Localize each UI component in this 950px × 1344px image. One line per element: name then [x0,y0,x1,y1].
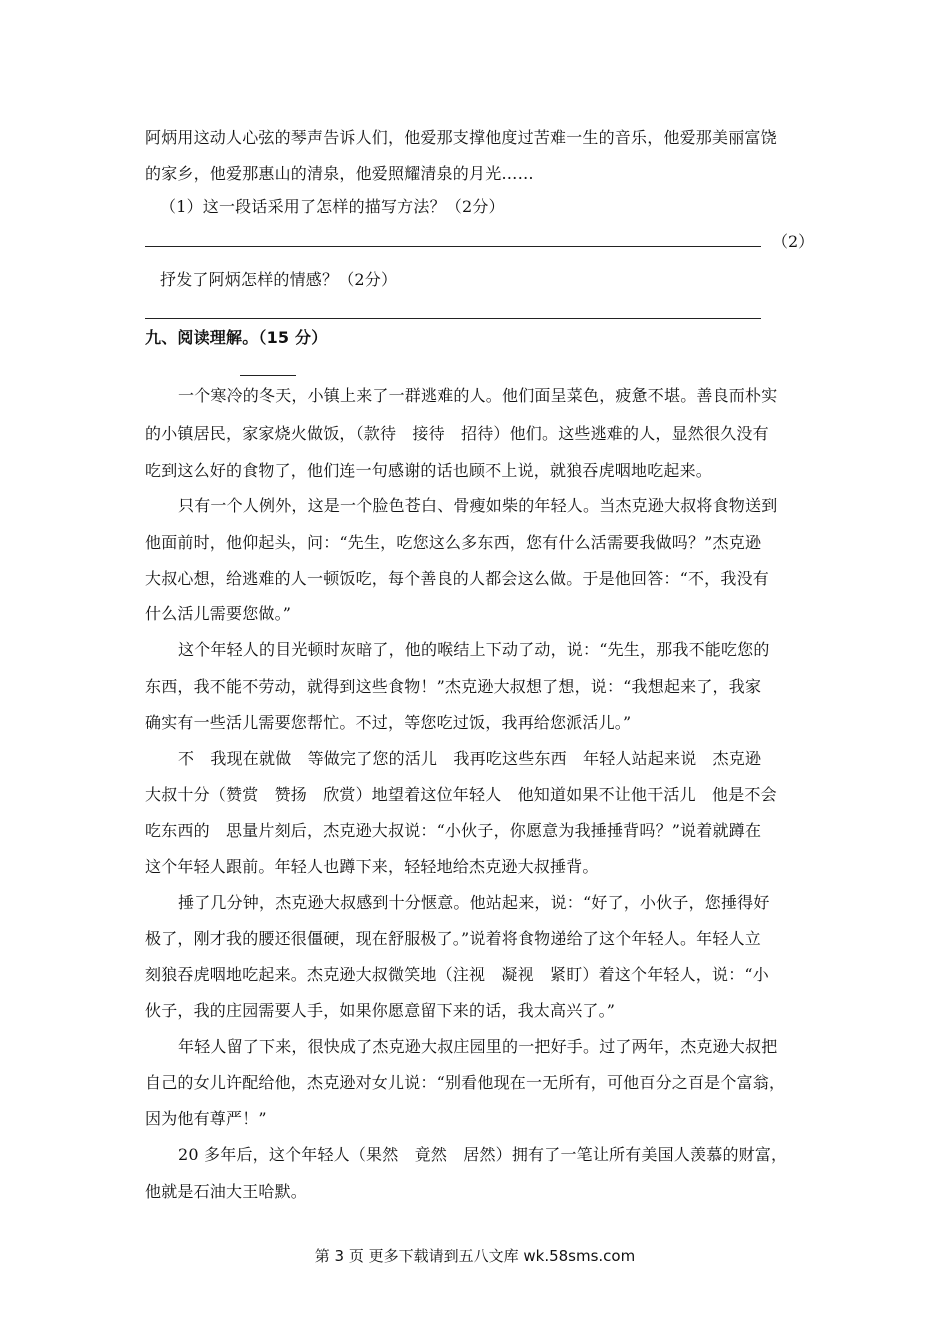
passage-line: 的小镇居民，家家烧火做饭，（款待 接待 招待）他们。这些逃难的人，显然很久没有 [145,424,769,443]
passage-line: 大叔心想，给逃难的人一顿饭吃，每个善良的人都会这么做。于是他回答：“不，我没有 [145,569,769,588]
passage-line: 吃东西的 思量片刻后，杰克逊大叔说：“小伙子，你愿意为我捶捶背吗？”说着就蹲在 [145,821,762,840]
answer-line-2 [145,318,761,319]
intro-line-2: 的家乡，他爱那惠山的清泉，他爱照耀清泉的月光…… [145,164,534,183]
passage-line: 确实有一些活儿需要您帮忙。不过，等您吃过饭，我再给您派活儿。” [145,713,632,732]
passage-line: 东西，我不能不劳动，就得到这些食物！”杰克逊大叔想了想，说：“我想起来了，我家 [145,677,762,696]
passage-line: 只有一个人例外，这是一个脸色苍白、骨瘦如柴的年轻人。当杰克逊大叔将食物送到 [178,496,778,515]
passage-line: 20 多年后，这个年轻人（果然 竟然 居然）拥有了一笔让所有美国人羡慕的财富， [178,1145,788,1164]
passage-line: 这个年轻人的目光顿时灰暗了，他的喉结上下动了动，说：“先生，那我不能吃您的 [178,640,770,659]
passage-line: 这个年轻人跟前。年轻人也蹲下来，轻轻地给杰克逊大叔捶背。 [145,857,599,876]
question-2: 抒发了阿炳怎样的情感？（2分） [160,270,398,289]
passage-line: 不 我现在就做 等做完了您的活儿 我再吃这些东西 年轻人站起来说 杰克逊 [178,749,762,768]
section-heading: 九、阅读理解。（15 分） [145,328,328,347]
question-2-number: （2） [772,232,815,251]
passage-line: 极了，刚才我的腰还很僵硬，现在舒服极了。”说着将食物递给了这个年轻人。年轻人立 [145,929,761,948]
intro-line-1: 阿炳用这动人心弦的琴声告诉人们，他爱那支撑他度过苦难一生的音乐，他爱那美丽富饶 [145,128,777,147]
passage-line: 吃到这么好的食物了，他们连一句感谢的话也顾不上说，就狼吞虎咽地吃起来。 [145,461,713,480]
passage-line: 刻狼吞虎咽地吃起来。杰克逊大叔微笑地（注视 凝视 紧盯）着这个年轻人，说：“小 [145,965,769,984]
passage-line: 捶了几分钟，杰克逊大叔感到十分惬意。他站起来，说：“好了，小伙子，您捶得好 [178,893,770,912]
passage-line: 自己的女儿许配给他，杰克逊对女儿说：“别看他现在一无所有，可他百分之百是个富翁， [145,1073,786,1092]
passage-line: 什么活儿需要您做。” [145,604,292,623]
passage-line: 大叔十分（赞赏 赞扬 欣赏）地望着这位年轻人 他知道如果不让他干活儿 他是不会 [145,785,777,804]
passage-line: 年轻人留了下来，很快成了杰克逊大叔庄园里的一把好手。过了两年，杰克逊大叔把 [178,1037,778,1056]
passage-line: 因为他有尊严！” [145,1109,267,1128]
answer-line-1 [145,246,761,247]
passage-line: 一个寒冷的冬天，小镇上来了一群逃难的人。他们面呈菜色，疲惫不堪。善良而朴实 [178,386,778,405]
passage-line: 伙子，我的庄园需要人手，如果你愿意留下来的话，我太高兴了。” [145,1001,616,1020]
passage-line: 他面前时，他仰起头，问：“先生，吃您这么多东西，您有什么活需要我做吗？”杰克逊 [145,533,762,552]
passage-line: 他就是石油大王哈默。 [145,1182,308,1201]
question-1: （1）这一段话采用了怎样的描写方法？（2分） [160,197,505,216]
page-footer: 第 3 页 更多下载请到五八文库 wk.58sms.com [314,1247,636,1265]
passage-title-blank [240,375,296,376]
